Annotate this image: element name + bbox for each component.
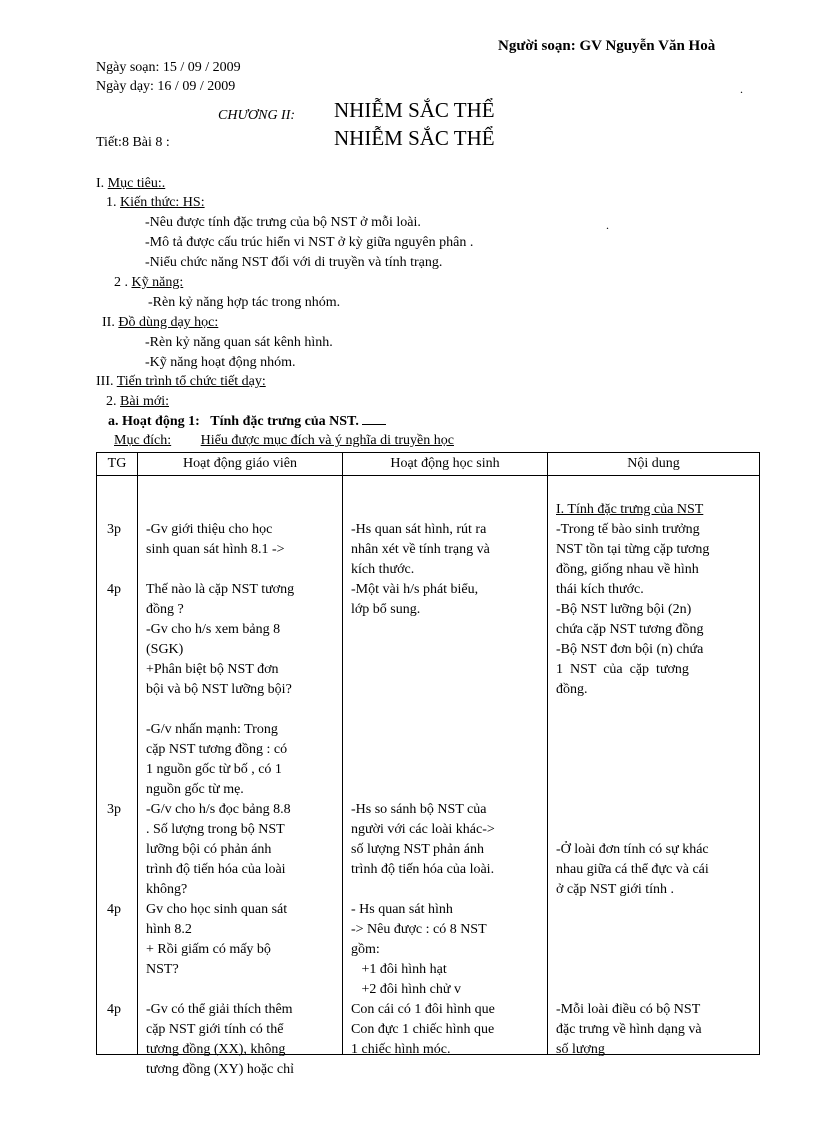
teacher-line: tương đồng (XX), không (146, 1042, 286, 1057)
knowledge-prefix: 1. (106, 195, 120, 210)
tg-cell (97, 476, 138, 1055)
tg-value: 3p (107, 522, 121, 537)
skills-title: Kỹ năng: (131, 275, 184, 290)
student-line: trình độ tiến hóa của loài. (351, 862, 495, 877)
teacher-line: Gv cho học sinh quan sát (146, 902, 288, 917)
student-line: -> Nêu được : có 8 NST (351, 922, 487, 937)
teacher-line: cặp NST tương đồng : có (146, 742, 288, 757)
student-line: -Một vài h/s phát biểu, (351, 582, 479, 597)
lesson-label: Tiết:8 Bài 8 : (96, 135, 170, 150)
date-taught: Ngày dạy: 16 / 09 / 2009 (96, 79, 236, 94)
knowledge-title: Kiến thức: HS: (120, 195, 205, 210)
content-line: ở cặp NST giới tính . (556, 882, 674, 897)
tg-value: 4p (107, 902, 121, 917)
teacher-line: lưỡng bội có phản ánh (146, 842, 272, 857)
teacher-line: -Gv giới thiệu cho học (146, 522, 273, 537)
knowledge-item: -Nêu được tính đặc trưng của bộ NST ở mỗi loài. (145, 215, 421, 230)
student-line: gồm: (351, 942, 380, 957)
dot-decoration: . (740, 82, 743, 96)
teacher-line: -Gv có thể giải thích thêm (146, 1002, 293, 1017)
activity-heading (108, 414, 386, 430)
student-line: +2 đôi hình chử v (351, 982, 461, 997)
student-cell (343, 476, 548, 1055)
materials-title: Đồ dùng dạy học: (118, 315, 219, 330)
content-line: 1 NST của cặp tương (556, 662, 689, 677)
objectives-title: Mục tiêu:. (107, 176, 166, 191)
skills-prefix: 2 . (114, 275, 132, 290)
knowledge-item: -Niểu chức năng NST đối với di truyền và tính trạng. (145, 255, 443, 270)
chapter-label: CHƯƠNG II: (218, 108, 296, 123)
student-line: nhân xét về tính trạng và (351, 542, 490, 557)
student-line: Con cái có 1 đôi hình que (351, 1002, 495, 1017)
teacher-line: 1 nguồn gốc từ bố , có 1 (146, 762, 282, 777)
teacher-line: bội và bộ NST lưỡng bội? (146, 682, 292, 697)
teacher-line: cặp NST giới tính có thể (146, 1022, 284, 1037)
header-student: Hoạt động học sinh (343, 453, 548, 476)
student-line: kích thước. (351, 562, 415, 577)
teacher-line: -G/v nhấn mạnh: Trong (146, 722, 278, 737)
header-tg: TG (97, 453, 138, 476)
content-line: chứa cặp NST tương đồng (556, 622, 704, 637)
content-line: -Bộ NST đơn bội (n) chứa (556, 642, 704, 657)
process-title: Tiến trình tổ chức tiết dạy: (116, 374, 266, 389)
content-line: NST tồn tại từng cặp tương (556, 542, 710, 557)
student-line: 1 chiếc hình móc. (351, 1042, 451, 1057)
skills-heading (114, 275, 183, 291)
content-line: -Trong tế bào sinh trưởng (556, 522, 700, 537)
materials-item: -Kỹ năng hoạt động nhóm. (145, 355, 296, 370)
tg-value: 3p (107, 802, 121, 817)
author-line: Người soạn: GV Nguyễn Văn Hoà (498, 38, 716, 54)
teacher-cell (138, 476, 343, 1077)
teacher-line: . Số lượng trong bộ NST (146, 822, 285, 837)
teacher-line: sinh quan sát hình 8.1 -> (146, 542, 285, 557)
tg-value: 4p (107, 582, 121, 597)
activity-title: Tính đặc trưng của NST. (210, 414, 359, 429)
teacher-line: -G/v cho h/s đọc bảng 8.8 (146, 802, 291, 817)
date-prepared: Ngày soạn: 15 / 09 / 2009 (96, 60, 241, 75)
tg-value: 4p (107, 1002, 121, 1017)
content-line: -Ở loài đơn tính có sự khác (556, 842, 709, 857)
purpose-line (114, 433, 454, 449)
student-line: -Hs so sánh bộ NST của (351, 802, 487, 817)
objectives-prefix: I. (96, 176, 108, 191)
purpose-label: Mục đích: (114, 433, 172, 448)
teacher-line: +Phân biệt bộ NST đơn (146, 662, 279, 677)
materials-heading (102, 315, 218, 331)
student-line: người với các loài khác-> (351, 822, 495, 837)
teacher-line: hình 8.2 (146, 922, 192, 937)
teacher-line: đồng ? (146, 602, 184, 617)
header-content: Nội dung (548, 453, 760, 476)
objectives-heading (96, 176, 165, 192)
process-prefix: III. (96, 374, 117, 389)
table-header-row (97, 453, 760, 476)
teacher-line: tương đồng (XY) hoặc chỉ (146, 1062, 294, 1077)
process-heading (96, 374, 266, 390)
content-line: đồng, giống nhau về hình (556, 562, 699, 577)
new-lesson-prefix: 2. (106, 394, 120, 409)
header-teacher: Hoạt động giáo viên (138, 453, 343, 476)
student-line: +1 đôi hình hạt (351, 962, 447, 977)
student-line: Con đực 1 chiếc hình que (351, 1022, 495, 1037)
activity-label: a. Hoạt động 1: (108, 414, 200, 429)
teacher-line: NST? (146, 962, 179, 977)
knowledge-heading (106, 195, 205, 211)
teacher-line: (SGK) (146, 642, 184, 657)
materials-item: -Rèn kỷ năng quan sát kênh hình. (145, 335, 333, 350)
content-line: đồng. (556, 682, 588, 697)
chapter-title: NHIỄM SẮC THỂ (334, 98, 495, 122)
blank-line (362, 424, 386, 425)
dot-decoration: . (606, 218, 609, 232)
content-line: thái kích thước. (556, 582, 644, 597)
table-row (97, 476, 760, 1055)
teacher-line: nguồn gốc từ mẹ. (146, 782, 244, 797)
student-line: -Hs quan sát hình, rút ra (351, 522, 487, 537)
student-line: lớp bổ sung. (351, 602, 421, 617)
teacher-line: trình độ tiến hóa của loài (146, 862, 286, 877)
student-line: số lượng NST phản ánh (351, 842, 484, 857)
new-lesson-heading (106, 394, 169, 410)
lesson-table (96, 452, 760, 1077)
materials-prefix: II. (102, 315, 119, 330)
teacher-line: + Rồi giấm có mấy bộ (146, 942, 271, 957)
student-line: - Hs quan sát hình (351, 902, 453, 917)
content-line: -Mỗi loài điều có bộ NST (556, 1002, 701, 1017)
content-line: đặc trưng về hình dạng và (556, 1022, 702, 1037)
content-line: I. Tính đặc trưng của NST (556, 502, 704, 517)
lesson-title: NHIỄM SẮC THỂ (334, 126, 495, 150)
content-line: -Bộ NST lưỡng bội (2n) (556, 602, 692, 617)
content-line: số lượng (556, 1042, 605, 1057)
content-cell (548, 476, 760, 1055)
knowledge-item: -Mô tả được cấu trúc hiển vi NST ở kỳ giữa nguyên phân . (145, 235, 474, 250)
skills-item: -Rèn kỷ năng hợp tác trong nhóm. (148, 295, 341, 310)
content-line: nhau giữa cá thể đực và cái (556, 862, 709, 877)
new-lesson-title: Bài mới: (120, 394, 170, 409)
teacher-line: không? (146, 882, 188, 897)
teacher-line: Thế nào là cặp NST tương (146, 582, 295, 597)
teacher-line: -Gv cho h/s xem bảng 8 (146, 622, 281, 637)
purpose-text: Hiểu được mục đích và ý nghĩa di truyền học (200, 433, 454, 448)
